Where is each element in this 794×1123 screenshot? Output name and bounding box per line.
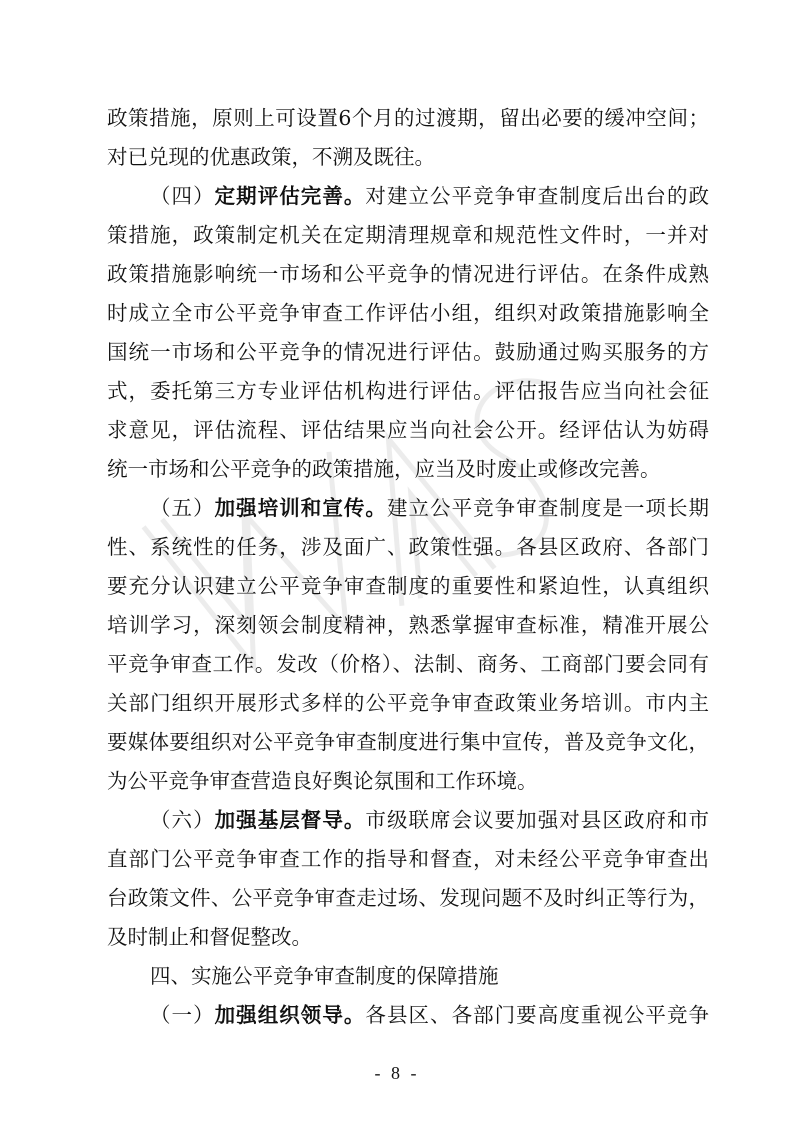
- body-text: 市级联席会议要加强对县区政府和市: [365, 808, 710, 832]
- paragraph-number: （一）: [150, 1003, 215, 1027]
- paragraph-1-first-line: [150, 997, 709, 1033]
- body-text: 对建立公平竞争审查制度后出台的政: [365, 184, 710, 208]
- body-line: 对已兑现的优惠政策，不溯及既往。: [107, 145, 435, 169]
- body-line: 政策措施影响统一市场和公平竞争的情况进行评估。在条件成熟: [107, 262, 709, 286]
- section-heading: 四、实施公平竞争审查制度的保障措施: [150, 964, 499, 988]
- body-line: 国统一市场和公平竞争的情况进行评估。鼓励通过购买服务的方: [107, 340, 709, 364]
- body-line: 性、系统性的任务，涉及面广、政策性强。各县区政府、各部门: [107, 535, 709, 559]
- body-line: 要充分认识建立公平竞争审查制度的重要性和紧迫性，认真组织: [107, 574, 709, 598]
- body-line: 关部门组织开展形式多样的公平竞争审查政策业务培训。市内主: [107, 691, 709, 715]
- paragraph-heading: 定期评估完善。: [214, 184, 366, 208]
- body-line: 直部门公平竞争审查工作的指导和督查，对未经公平竞争审查出: [107, 847, 709, 871]
- paragraph-number: （四）: [150, 184, 215, 208]
- body-line: 求意见，评估流程、评估结果应当向社会公开。经评估认为妨碍: [107, 418, 709, 442]
- paragraph-number: （五）: [150, 496, 215, 520]
- paragraph-6-first-line: [150, 802, 709, 838]
- body-line: 式，委托第三方专业评估机构进行评估。评估报告应当向社会征: [107, 379, 709, 403]
- paragraph-5-first-line: [150, 490, 709, 526]
- body-line: 培训学习，深刻领会制度精神，熟悉掌握审查标准，精准开展公: [107, 613, 709, 637]
- body-text: 各县区、各部门要高度重视公平竞争: [365, 1003, 710, 1027]
- body-line: 台政策文件、公平竞争审查走过场、发现问题不及时纠正等行为，: [107, 886, 709, 910]
- body-text: 建立公平竞争审查制度是一项长期: [386, 496, 710, 520]
- body-line: 平竞争审查工作。发改（价格）、法制、商务、工商部门要会同有: [107, 652, 709, 676]
- paragraph-heading: 加强基层督导。: [214, 808, 366, 832]
- body-line: 时成立全市公平竞争审查工作评估小组，组织对政策措施影响全: [107, 301, 709, 325]
- paragraph-heading: 加强培训和宣传。: [214, 496, 387, 520]
- body-line: 统一市场和公平竞争的政策措施，应当及时废止或修改完善。: [107, 457, 661, 481]
- paragraph-heading: 加强组织领导。: [214, 1003, 366, 1027]
- page-number: - 8 -: [374, 1063, 420, 1083]
- paragraph-number: （六）: [150, 808, 215, 832]
- body-line: 策措施，政策制定机关在定期清理规章和规范性文件时，一并对: [107, 223, 709, 247]
- body-line: 为公平竞争审查营造良好舆论氛围和工作环境。: [107, 769, 538, 793]
- body-line: 要媒体要组织对公平竞争审查制度进行集中宣传，普及竞争文化，: [107, 730, 709, 754]
- paragraph-4-first-line: [150, 178, 709, 214]
- body-line: 政策措施，原则上可设置6个月的过渡期，留出必要的缓冲空间；: [107, 106, 709, 130]
- body-line: 及时制止和督促整改。: [107, 925, 312, 949]
